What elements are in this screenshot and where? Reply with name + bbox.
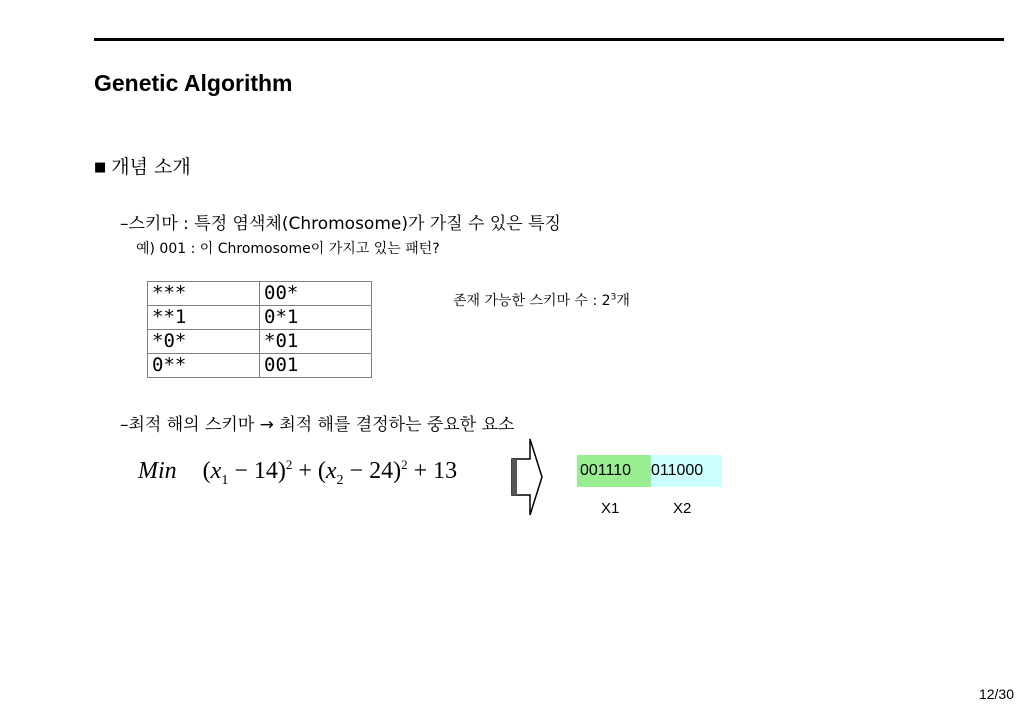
table-cell: **1 [148,306,260,330]
formula-min: Min [138,458,177,484]
page-title: Genetic Algorithm [94,70,293,96]
schema-count-unit: 개 [616,293,630,309]
x2-label: X2 [673,500,692,517]
dash-bullet: – [120,214,129,234]
schema-definition [120,209,561,234]
table-cell: 0** [148,354,260,378]
dash-bullet: – [120,415,129,435]
table-cell: 001 [260,354,372,378]
table-row [148,354,372,378]
objective-formula [138,457,457,489]
schema-count-text: 존재 가능한 스키마 수 : 2 [453,293,611,309]
page-number: 12/30 [978,686,1014,702]
x1-label: X1 [601,500,620,517]
formula-expression: $(x_1 - 14)^2 + (x_2 - 24)^2 + 13$ [202,457,458,488]
schema-example: 예) 001 : 이 Chromosome이 가지고 있는 패턴? [136,241,440,257]
table-row [148,282,372,306]
table-cell: 0*1 [260,306,372,330]
schema-count-exponent: 3 [610,292,617,303]
optimal-schema [120,410,514,435]
table-cell: 00* [260,282,372,306]
schema-table [147,281,372,378]
section-heading-text: 개념 소개 [111,156,191,178]
square-bullet-icon: ■ [94,160,107,175]
table-row [148,330,372,354]
optimal-schema-text: 최적 해의 스키마 → 최적 해를 결정하는 중요한 요소 [128,415,515,435]
schema-definition-text: 스키마 : 특정 염색체(Chromosome)가 가질 수 있은 특징 [128,214,561,234]
table-cell: *0* [148,330,260,354]
table-row [148,306,372,330]
schema-count [453,290,630,310]
table-cell: *01 [260,330,372,354]
right-arrow-icon [510,437,544,521]
section-heading [94,152,191,179]
binary-encoding [577,455,722,487]
table-cell: *** [148,282,260,306]
x2-bits: 011000 [651,455,722,487]
x1-bits: 001110 [577,455,651,487]
title-underline [94,38,1004,41]
